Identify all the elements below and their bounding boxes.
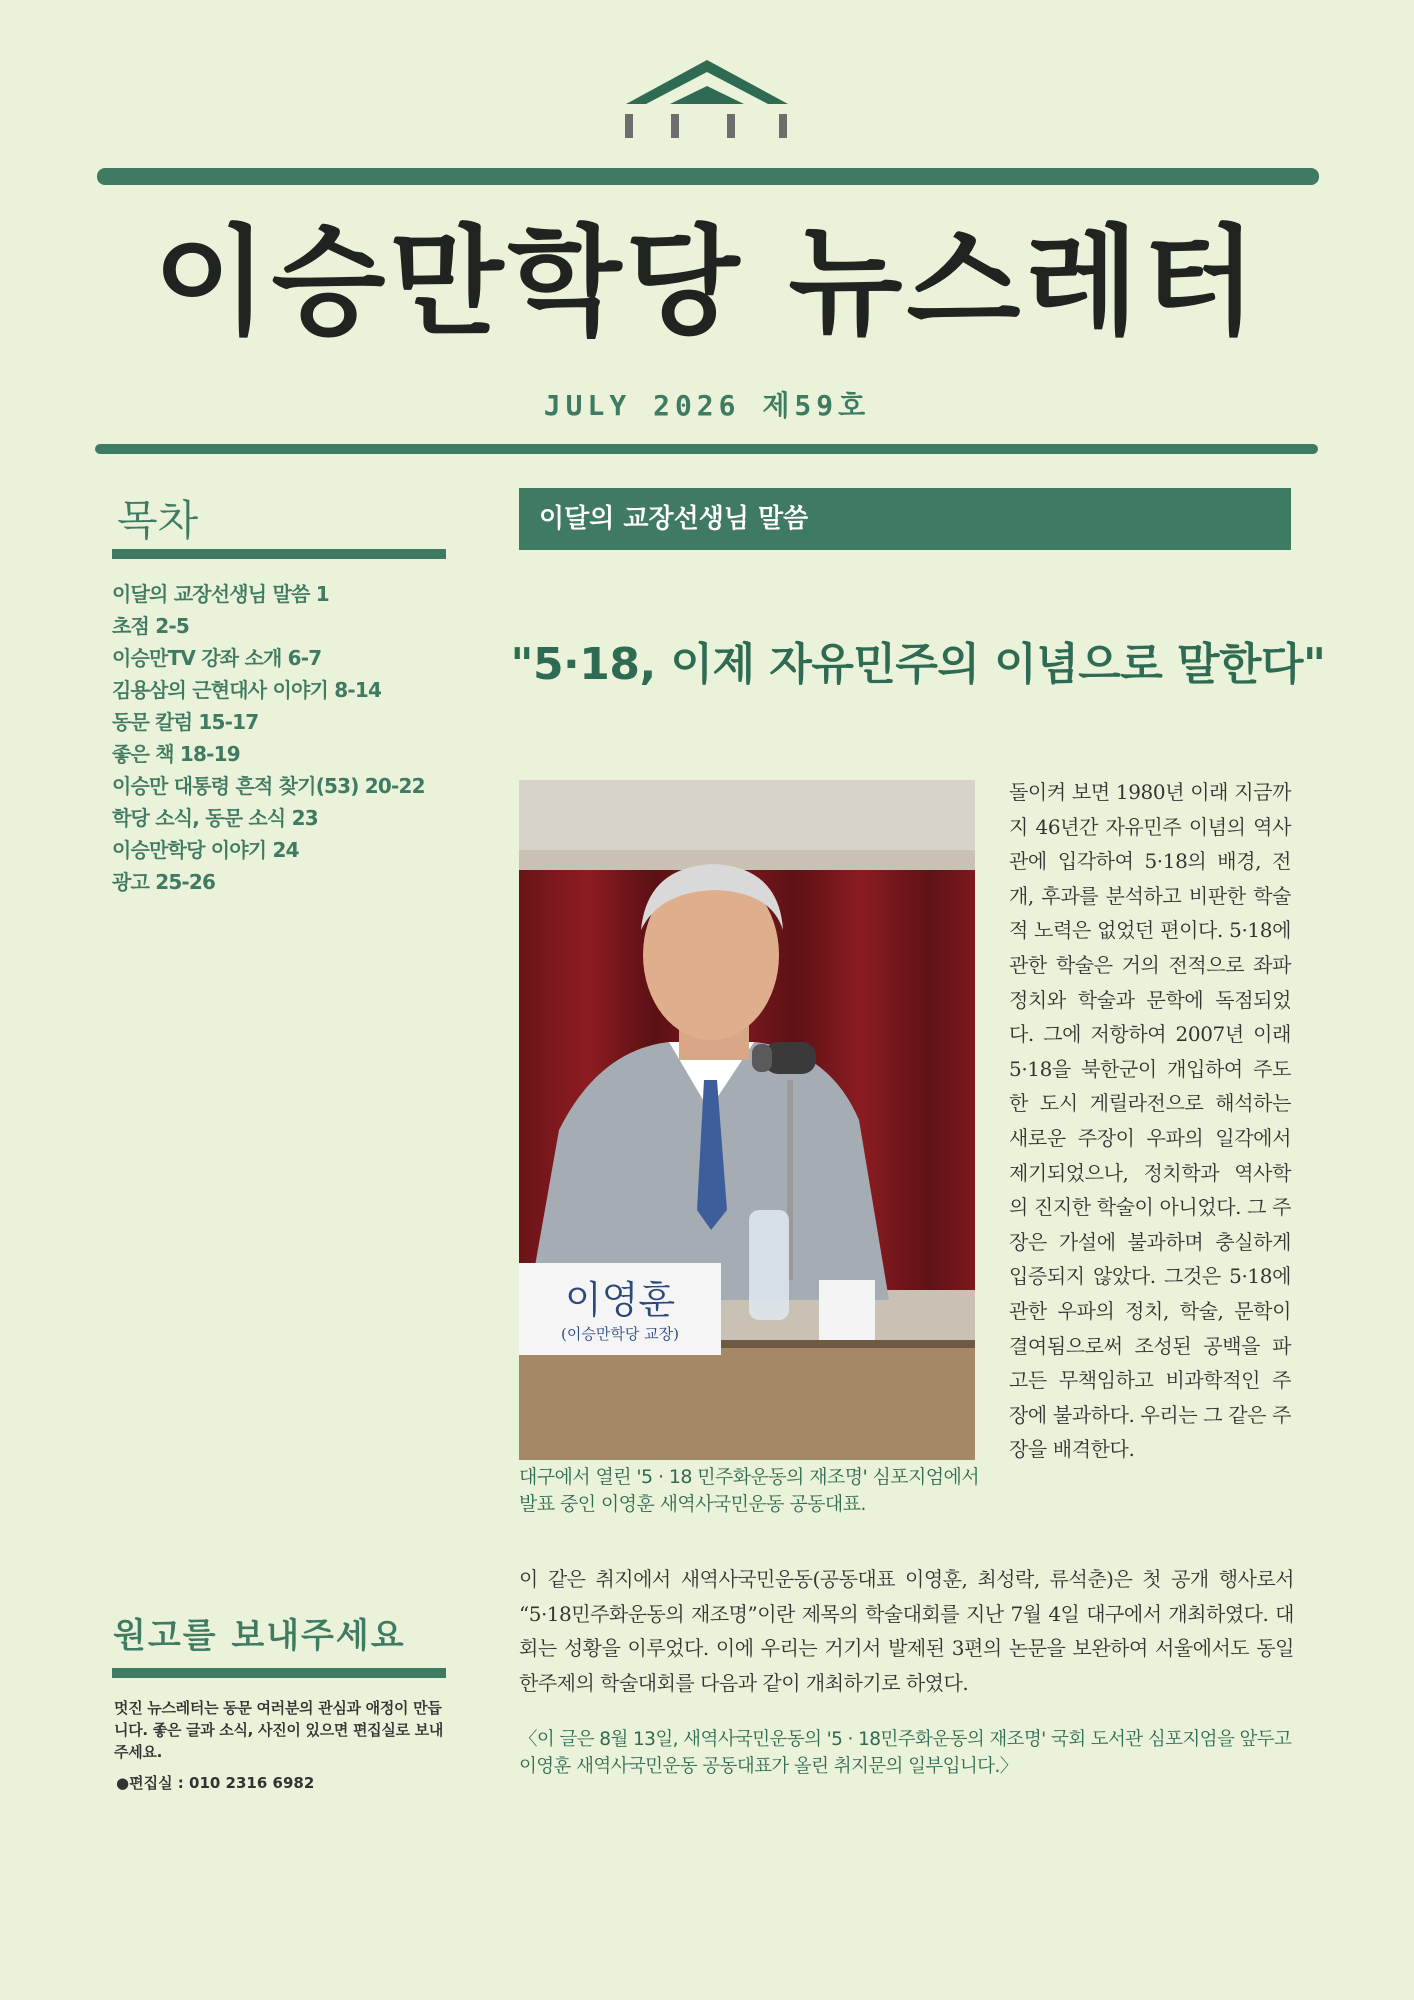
toc-item: 좋은 책 18-19 [112,742,240,766]
editorial-phone: ●편집실 : 010 2316 6982 [116,1774,315,1792]
contribute-heading: 원고를 보내주세요 [113,1616,406,1656]
toc-item: 이승만학당 이야기 24 [112,838,299,862]
nameplate-name: 이영훈 [564,1278,676,1322]
photo-caption: 대구에서 열린 '5 · 18 민주화운동의 재조명' 심포지엄에서 발표 중인 이영훈 새역사국민운동 공동대표. [519,1466,980,1515]
issue-date: JULY 2026 제59호 [543,389,871,422]
nameplate-title: (이승만학당 교장) [561,1325,679,1343]
newsletter-title: 이승만학당 뉴스레터 [153,213,1261,351]
toc-item: 학당 소식, 동문 소식 23 [112,806,318,830]
section-banner: 이달의 교장선생님 말씀 [519,488,1291,550]
contribute-text: 멋진 뉴스레터는 동문 여러분의 관심과 애정이 만듭니다. 좋은 글과 소식, 사진이 있으면 편집실로 보내주세요. [114,1699,444,1761]
toc-item: 광고 25-26 [112,870,216,894]
article-source-note: 〈이 글은 8월 13일, 새역사국민운동의 '5 · 18민주화운동의 재조명' 국회 도서관 심포지엄을 앞두고 이영훈 새역사국민운동 공동대표가 올린 취지문의 일부입니다.〉 [519,1729,1292,1777]
speaker-photo [519,780,975,1460]
masthead-bottom-rule [95,444,1318,454]
toc-item: 이승만 대통령 흔적 찾기(53) 20-22 [112,774,425,798]
toc-heading: 목차 [117,496,199,545]
toc-item: 초점 2-5 [112,614,189,638]
toc-item: 김용삼의 근현대사 이야기 8-14 [112,678,382,702]
masthead-top-rule [97,168,1319,185]
toc-rule [112,549,446,559]
nameplate [519,1263,721,1355]
toc-item: 이승만TV 강좌 소개 6-7 [112,646,322,670]
toc-list [112,578,425,898]
article-column-text: 돌이켜 보면 1980년 이래 지금까지 46년간 자유민주 이념의 역사관에 입각하여 5·18의 배경, 전개, 후과를 분석하고 비판한 학술적 노력은 없었던 편이다. 5·18에 관한 학술은 거의 전적으로 좌파 정치와 학술과 문학에 독점되었다. 그에 저항하여 2007년 이래 5·18을 북한군이 개입하여 주도한 도시 게릴라전으로 해석하는 새로운 주장이 우파의 일각에서 제기되었으나, 정치학과 역사학의 진지한 학술이 아니었다. 그 주장은 가설에 불과하며 충실하게 입증되지 않았다. 그것은 5·18에 관한 우파의 정치, 학술, 문학이 결여됨으로써 조성된 공백을 파고든 무책임하고 비과학적인 주장에 불과하다. 우리는 그 같은 주장을 배격한다. [1009,780,1291,1462]
toc-item: 동문 칼럼 15-17 [112,710,259,734]
academy-logo-icon [622,56,792,146]
toc-item: 이달의 교장선생님 말씀 1 [112,582,329,606]
article-body-text: 이 같은 취지에서 새역사국민운동(공동대표 이영훈, 최성락, 류석춘)은 첫 공개 행사로서 “5·18민주화운동의 재조명”이란 제목의 학술대회를 지난 7월 4일 대구에서 개최하였다. 대회는 성황을 이루었다. 이에 우리는 거기서 발제된 3편의 논문을 보완하여 서울에서도 동일한주제의 학술대회를 다음과 같이 개최하기로 하였다. [519,1567,1294,1695]
contribute-rule [112,1668,446,1678]
article-headline: "5·18, 이제 자유민주의 이념으로 말한다" [510,639,1326,690]
